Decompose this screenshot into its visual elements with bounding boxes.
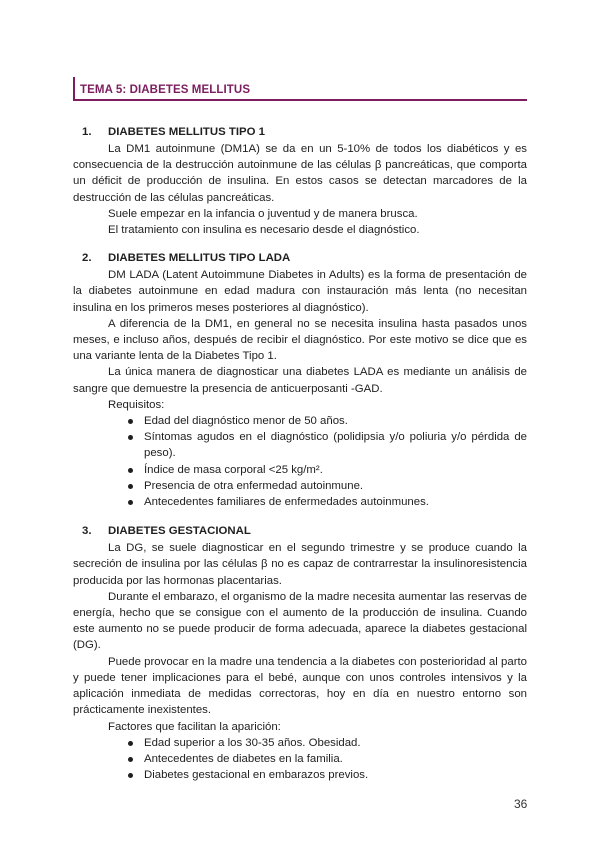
page-content	[73, 124, 527, 783]
paragraph: Suele empezar en la infancia o juventud y de manera brusca.	[108, 207, 418, 220]
paragraph: Durante el embarazo, el organismo de la madre necesita aumentar las reservas de energía, hecho que se consigue con el aumento de la producción de insulina. Cuando este aumento no se puede producir de forma adecuada, aparece la diabetes gestacional (DG).	[73, 590, 527, 652]
chapter-title: TEMA 5: DIABETES MELLITUS	[80, 84, 251, 96]
bullet-icon	[128, 468, 133, 473]
section-lada	[73, 250, 527, 510]
bullet-icon	[128, 484, 133, 489]
paragraph: El tratamiento con insulina es necesario desde el diagnóstico.	[108, 224, 420, 237]
list-item: Síntomas agudos en el diagnóstico (polidipsia y/o poliuria y/o pérdida de peso).	[73, 429, 527, 461]
section-number: 3.	[82, 525, 92, 538]
list-item: Índice de masa corporal <25 kg/m².	[73, 462, 527, 478]
paragraph: Puede provocar en la madre una tendencia a la diabetes con posterioridad al parto y puede tener implicaciones para el bebé, aunque con unos controles intensivos y la aplicación inmediata de medidas correctoras, hoy en día en nuestro entorno son prácticamente inexistentes.	[73, 655, 527, 717]
list-item: Antecedentes de diabetes en la familia.	[73, 751, 527, 767]
paragraph: La DM1 autoinmune (DM1A) se da en un 5-10% de todos los diabéticos y es consecuencia de la destrucción autoinmune de las células β pancreáticas, que comporta un déficit de producción de insulina. En estos casos se detectan marcadores de la destrucción de las células pancreáticas.	[73, 143, 527, 204]
bullet-icon	[128, 757, 133, 762]
bullet-icon	[128, 741, 133, 746]
chapter-header	[73, 77, 527, 101]
paragraph: Requisitos:	[108, 398, 165, 411]
section-title: DIABETES MELLITUS TIPO LADA	[108, 252, 291, 265]
paragraph: A diferencia de la DM1, en general no se necesita insulina hasta pasados unos meses, e incluso años, después de recibir el diagnóstico. Por este motivo se dice que es una variante lenta de la Diabetes Tipo 1.	[73, 317, 527, 363]
section-heading	[73, 523, 527, 540]
requirements-list	[73, 413, 527, 510]
bullet-icon	[128, 435, 133, 440]
section-heading	[73, 250, 527, 267]
paragraph: La DG, se suele diagnosticar en el segundo trimestre y se produce cuando la secreción de insulina por las células β no es capaz de contrarrestar la insulinoresistencia producida por las hormonas placentarias.	[73, 542, 527, 587]
list-item: Diabetes gestacional en embarazos previos.	[73, 767, 527, 783]
paragraph: La única manera de diagnosticar una diabetes LADA es mediante un análisis de sangre que demuestre la presencia de anticuerposanti -GAD.	[73, 366, 527, 395]
section-number: 2.	[82, 252, 92, 265]
bullet-icon	[128, 419, 133, 424]
list-item: Antecedentes familiares de enfermedades autoinmunes.	[73, 494, 527, 510]
list-item: Presencia de otra enfermedad autoinmune.	[73, 478, 527, 494]
paragraph: Factores que facilitan la aparición:	[108, 720, 281, 733]
page-number: 36	[514, 797, 528, 811]
section-gestacional	[73, 523, 527, 783]
section-title: DIABETES GESTACIONAL	[108, 525, 251, 538]
section-number: 1.	[82, 126, 92, 138]
paragraph: DM LADA (Latent Autoimmune Diabetes in Adults) es la forma de presentación de la diabetes autoinmune en edad madura con instauración más lenta (no necesitan insulina en los primeros meses posteriores al diagnóstico).	[73, 269, 527, 314]
bullet-icon	[128, 500, 133, 505]
list-item: Edad del diagnóstico menor de 50 años.	[73, 413, 527, 429]
section-dm1	[73, 124, 527, 238]
bullet-icon	[128, 773, 133, 778]
list-item: Edad superior a los 30-35 años. Obesidad.	[73, 735, 527, 751]
section-title: DIABETES MELLITUS TIPO 1	[108, 126, 265, 138]
section-heading	[73, 124, 527, 141]
factors-list	[73, 735, 527, 784]
